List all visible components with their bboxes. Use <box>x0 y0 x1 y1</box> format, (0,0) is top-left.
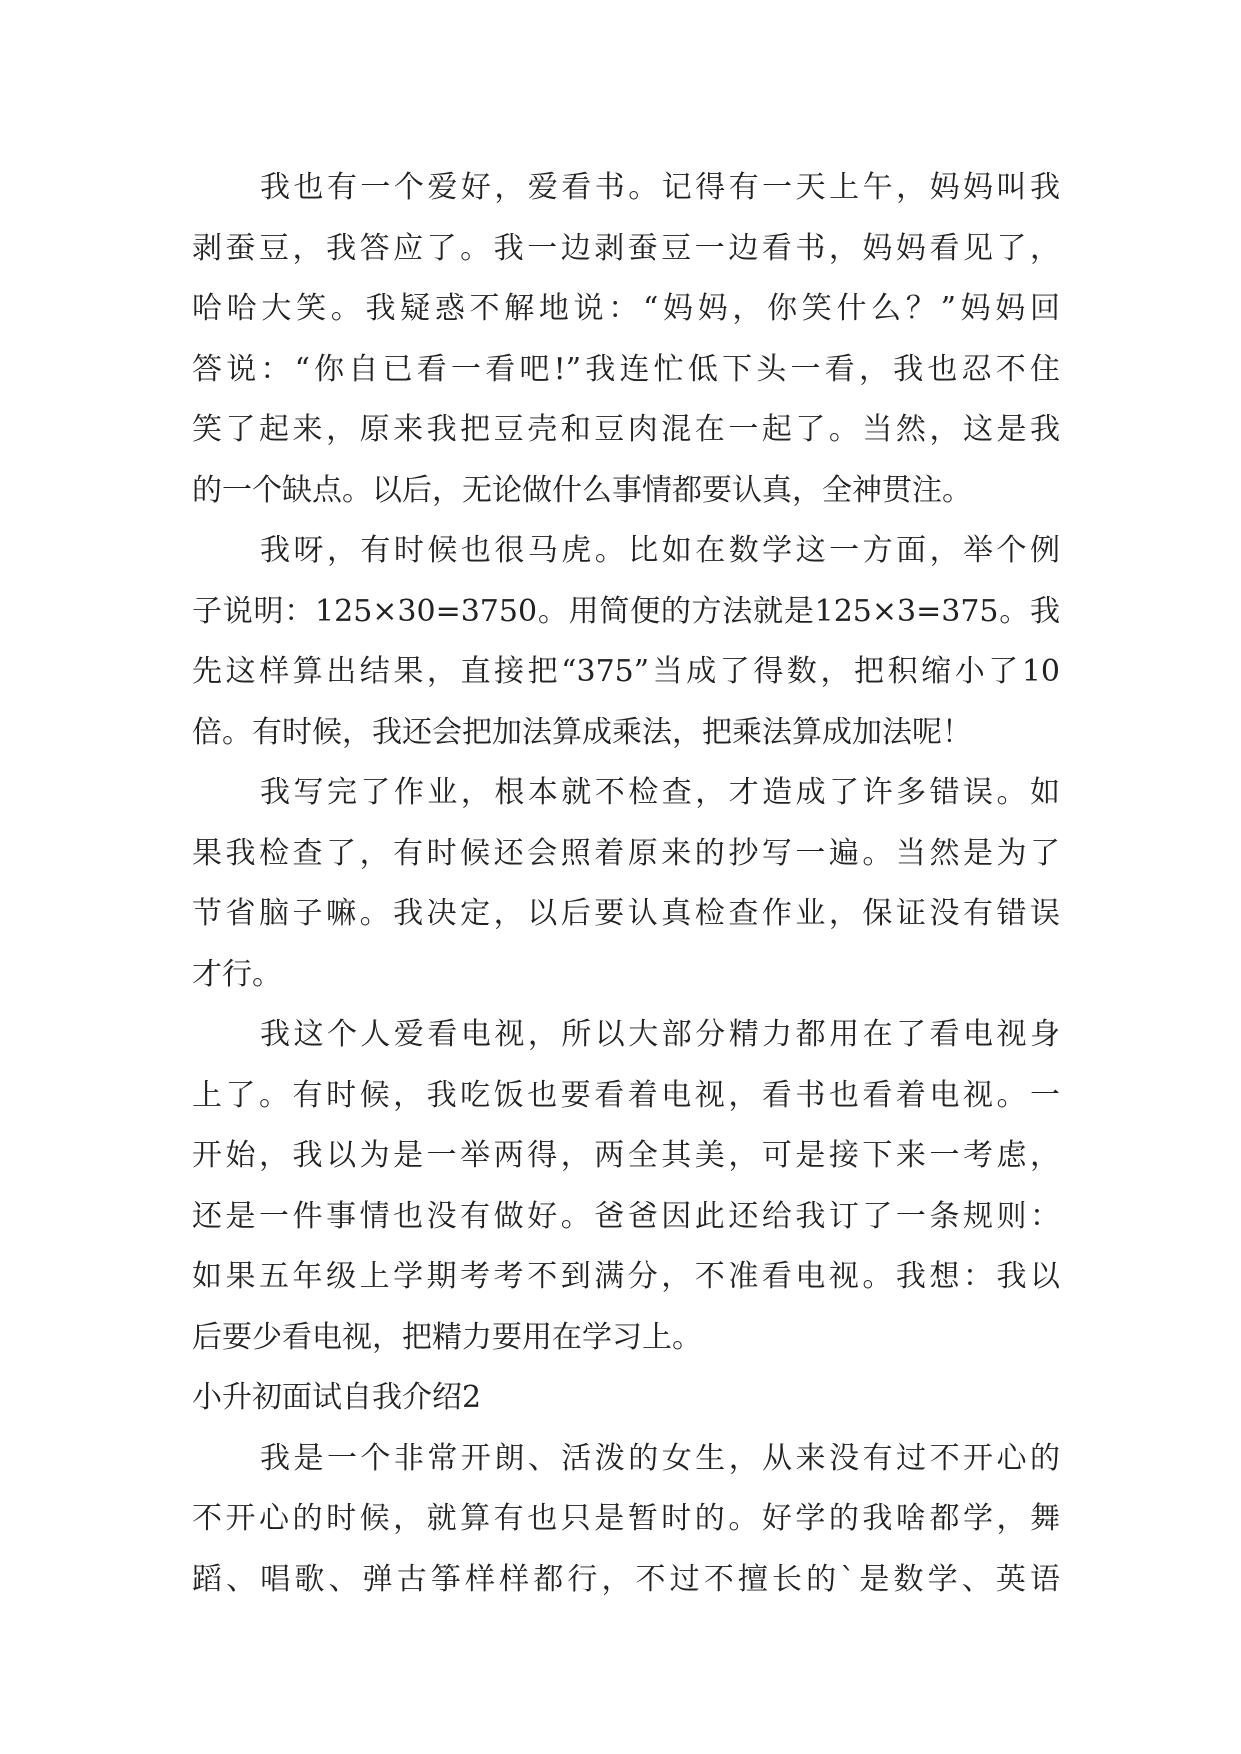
paragraph-hobby-reading <box>192 158 1060 521</box>
text-line: 后要少看电视，把精力要用在学习上。 <box>192 1319 702 1355</box>
text-line: 我呀，有时候也很马虎。比如在数学这一方面，举个例 <box>260 533 1060 568</box>
text-line: 我是一个非常开朗、活泼的女生，从来没有过不开心的 <box>260 1440 1060 1476</box>
paragraph-careless-math <box>192 521 1060 763</box>
text-line: 才行。 <box>192 956 282 992</box>
text-line: 子说明：125×30=3750。用简便的方法就是125×3=375。我 <box>192 593 1060 629</box>
text-line: 答说：“你自已看一看吧!”我连忙低下头一看，我也忍不住 <box>192 351 1060 387</box>
text-line: 先这样算出结果，直接把“375”当成了得数，把积缩小了10 <box>192 654 1060 689</box>
text-line: 的一个缺点。以后，无论做什么事情都要认真，全神贯注。 <box>192 472 972 508</box>
section-heading: 小升初面试自我介绍2 <box>192 1380 482 1415</box>
text-line: 节省脑子嘛。我决定，以后要认真检查作业，保证没有错误 <box>192 896 1060 931</box>
text-line: 倍。有时候，我还会把加法算成乘法，把乘法算成加法呢！ <box>192 714 972 750</box>
text-line: 哈哈大笑。我疑惑不解地说：“妈妈，你笑什么？”妈妈回 <box>192 291 1060 326</box>
paragraph-homework-check <box>192 763 1060 1005</box>
text-line: 上了。有时候，我吃饭也要看着电视，看书也看着电视。一 <box>192 1077 1060 1113</box>
text-line: 剥蚕豆，我答应了。我一边剥蚕豆一边看书，妈妈看见了， <box>192 230 1060 266</box>
text-line: 果我检查了，有时候还会照着原来的抄写一遍。当然是为了 <box>192 835 1060 871</box>
text-line: 如果五年级上学期考考不到满分，不准看电视。我想：我以 <box>192 1259 1060 1294</box>
text-line: 蹈、唱歌、弹古筝样样都行，不过不擅长的`是数学、英语 <box>192 1561 1060 1597</box>
document-body <box>192 158 1060 1610</box>
text-line: 我这个人爱看电视，所以大部分精力都用在了看电视身 <box>260 1017 1060 1052</box>
text-line: 笑了起来，原来我把豆壳和豆肉混在一起了。当然，这是我 <box>192 412 1060 447</box>
text-line: 我写完了作业，根本就不检查，才造成了许多错误。如 <box>260 775 1060 810</box>
text-line: 开始，我以为是一举两得，两全其美，可是接下来一考虑， <box>192 1138 1060 1173</box>
text-line: 不开心的时候，就算有也只是暂时的。好学的我啥都学，舞 <box>192 1501 1060 1536</box>
paragraph-self-intro-2 <box>192 1429 1060 1611</box>
text-line: 还是一件事情也没有做好。爸爸因此还给我订了一条规则： <box>192 1198 1060 1234</box>
paragraph-watching-tv <box>192 1005 1060 1368</box>
text-line: 我也有一个爱好，爱看书。记得有一天上午，妈妈叫我 <box>260 170 1060 205</box>
